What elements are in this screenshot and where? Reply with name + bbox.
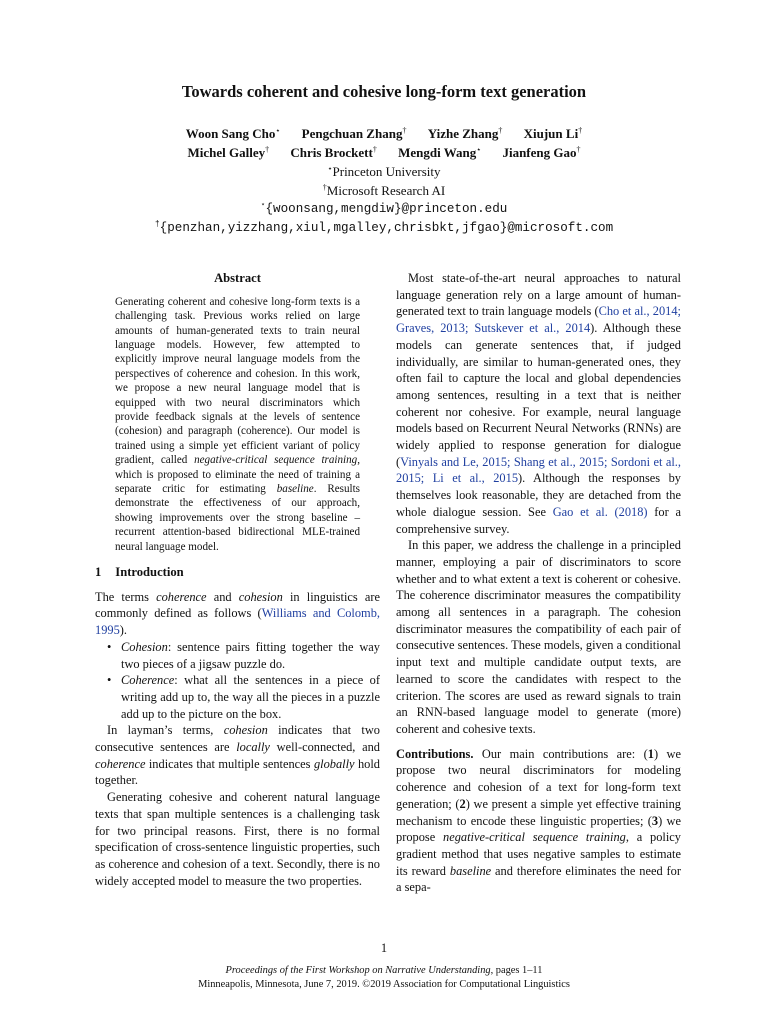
right-column <box>396 270 681 896</box>
author: Michel Galley† <box>187 145 270 160</box>
paragraph: Most state-of-the-art neural approaches to natural language generation rely on a large amount of human-generated text to train language models (Cho et al., 2014; Graves, 2013; Sutskever et al., 2014). Although these models can generate sentences that, if judged individually, are similar to human-generated ones, they often fail to capture the local and global dependencies among sentences, resulting in a text that is neither coherent nor cohesive. For example, neural language models based on Recurrent Neural Networks (RNNs) are widely applied to response generation for dialogue (Vinyals and Le, 2015; Shang et al., 2015; Sordoni et al., 2015; Li et al., 2015). Although the responses by themselves look reasonable, they are detached from the whole dialogue session. See Gao et al. (2018) for a comprehensive survey. <box>396 271 681 536</box>
paragraph: Generating cohesive and coherent natural language texts that span multiple sentences is a challenging task for two principal reasons. First, there is no formal specification of cross-sentence linguistic properties, such as coherence and cohesion of a text. Secondly, there is no widely accepted model to measure the two properties. <box>95 790 380 888</box>
citation-link[interactable]: Williams and Colomb, 1995 <box>95 606 380 638</box>
footer-venue: Proceedings of the First Workshop on Narrative Understanding, pages 1–11 <box>225 965 543 976</box>
author: Jianfeng Gao† <box>502 145 581 160</box>
paragraph-gap <box>396 738 681 746</box>
affiliation: †Microsoft Research AI <box>322 183 446 198</box>
bullet-icon: • <box>107 639 112 654</box>
paragraph: In layman’s terms, cohesion indicates that two consecutive sentences are locally well-connected, and coherence indicates that multiple sentences globally hold together. <box>95 723 380 788</box>
list-item: • Coherence: what all the sentences in a piece of writing add up to, the way all the pieces in a puzzle add up to the picture on the box. <box>107 673 380 721</box>
abstract-heading: Abstract <box>214 271 261 285</box>
paper-title: Towards coherent and cohesive long-form text generation <box>181 82 587 101</box>
section-heading-introduction: 1 Introduction <box>95 565 184 580</box>
author: Mengdi Wang⋆ <box>398 145 482 160</box>
definition-list <box>95 639 380 723</box>
left-column <box>95 270 380 889</box>
email-line: ⋆{woonsang,mengdiw}@princeton.edu <box>260 201 508 216</box>
author-block <box>0 124 768 238</box>
author: Pengchuan Zhang† <box>301 126 407 141</box>
footer <box>0 964 768 992</box>
author: Yizhe Zhang† <box>427 126 503 141</box>
citation-link[interactable]: Cho et al., 2014; Graves, 2013; Sutskever et al., 2014 <box>396 304 681 336</box>
list-item: • Cohesion: sentence pairs fitting together the way two pieces of a jigsaw puzzle do. <box>107 639 380 671</box>
paragraph: Contributions. Our main contributions are: (1) we propose two neural discriminators for modeling coherence and cohesion of a text for long-form text generation; (2) we present a simple yet effective training mechanism to encode these linguistic properties; (3) we propose negative-critical sequence training, a policy gradient method that uses negative samples to estimate its reward baseline and therefore eliminates the need for a sepa- <box>396 746 682 895</box>
citation-link[interactable]: Gao et al. (2018) <box>552 504 648 519</box>
page-number: 1 <box>380 941 388 955</box>
author: Woon Sang Cho⋆ <box>185 126 281 141</box>
author: Chris Brockett† <box>290 145 377 160</box>
footer-copyright: Minneapolis, Minnesota, June 7, 2019. ©2019 Association for Computational Linguistics <box>198 979 570 990</box>
paragraph: In this paper, we address the challenge in a principled manner, employing a pair of discriminators to score whether and to what extent a text is coherent or cohesive. The coherence discriminator measures the compatibility among all sentences in a paragraph. The cohesion discriminator measures the compatibility of each pair of consecutive sentences. These models, given a conditional input text and multiple candidate output texts, are learned to score the candidates with respect to the criterion. The scores are used as reward signals to train an RNN-based language model to generate (more) coherent and cohesive texts. <box>396 538 681 736</box>
email-line: †{penzhan,yizzhang,xiul,mgalley,chrisbkt,jfgao}@microsoft.com <box>154 220 614 235</box>
bullet-icon: • <box>107 673 112 688</box>
affiliation: ⋆Princeton University <box>327 164 441 179</box>
abstract-text: Generating coherent and cohesive long-form texts is a challenging task. Previous works relied on large amounts of human-generated texts to train neural language models. However, few attempted to explicitly improve neural language models from the perspectives of coherence and cohesion. In this work, we propose a new neural language model that is equipped with two neural discriminators which provide feedback signals at the levels of sentence (cohesion) and paragraph (coherence). Our model is trained using a simple yet efficient variant of policy gradient, called negative-critical sequence training, which is proposed to eliminate the need of training a separate critic for estimating baseline. Results demonstrate the effectiveness of our approach, showing improvements over the strong baseline – recurrent attention-based bidirectional MLE-trained neural language model. <box>115 295 361 553</box>
author-line-2 <box>0 143 768 162</box>
citation-link[interactable]: Vinyals and Le, 2015; Shang et al., 2015; Sordoni et al., 2015; Li et al., 2015 <box>396 454 681 486</box>
author-line-1 <box>0 124 768 143</box>
paragraph: The terms coherence and cohesion in linguistics are commonly defined as follows (Williams and Colomb, 1995). <box>95 589 380 638</box>
author: Xiujun Li† <box>523 126 583 141</box>
